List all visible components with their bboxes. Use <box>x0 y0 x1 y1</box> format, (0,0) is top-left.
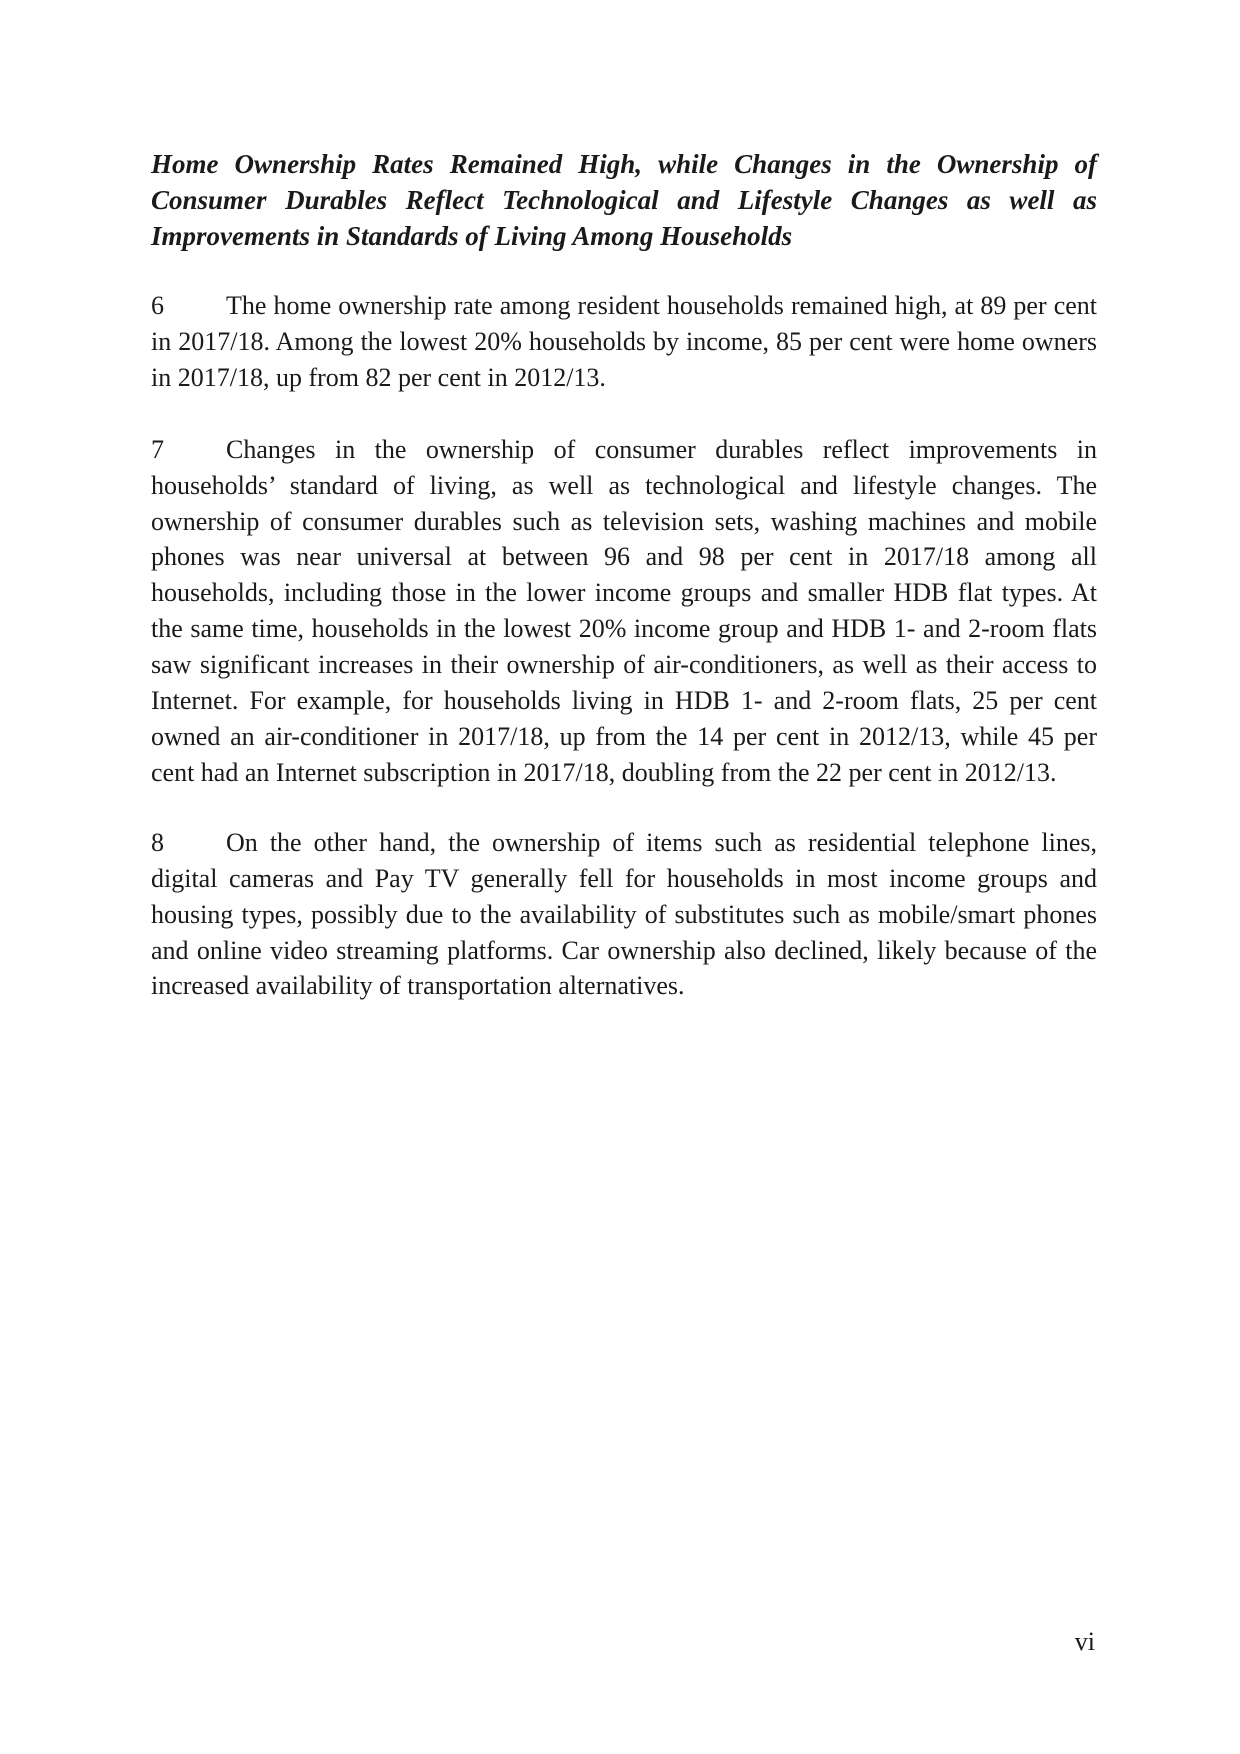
paragraph-number: 8 <box>151 827 164 857</box>
page-number: vi <box>1074 1627 1095 1656</box>
document-page <box>151 146 1097 1004</box>
paragraph-text: The home ownership rate among resident households remained high, at 89 per cent in 2017/18. Among the lowest 20% households by income, 85 per cent were home owners in 2017/18, up from 82 per cent in 2012/13. <box>151 291 1097 392</box>
paragraph-number: 6 <box>151 291 164 320</box>
paragraph-7 <box>151 432 1097 791</box>
paragraph-text: On the other hand, the ownership of items such as residential telephone lines, digital cameras and Pay TV generally fell for households in most income groups and housing types, possibly due to the availability of substitutes such as mobile/smart phones and online video streaming platforms. Car ownership also declined, likely because of the increased availability of transportation alternatives. <box>151 827 1097 1001</box>
paragraph-8 <box>151 825 1097 1005</box>
paragraph-text: Changes in the ownership of consumer durables reflect improvements in households’ standard of living, as well as technological and lifestyle changes. The ownership of consumer durables such as television sets, washing machines and mobile phones was near universal at between 96 and 98 per cent in 2017/18 among all households, including those in the lower income groups and smaller HDB flat types. At the same time, households in the lowest 20% income group and HDB 1- and 2-room flats saw significant increases in their ownership of air-conditioners, as well as their access to Internet. For example, for households living in HDB 1- and 2-room flats, 25 per cent owned an air-conditioner in 2017/18, up from the 14 per cent in 2012/13, while 45 per cent had an Internet subscription in 2017/18, doubling from the 22 per cent in 2012/13. <box>151 434 1097 787</box>
paragraph-6 <box>151 288 1097 396</box>
paragraph-number: 7 <box>151 434 164 464</box>
section-heading: Home Ownership Rates Remained High, while Changes in the Ownership of Consumer Durables Reflect Technological and Lifestyle Changes as well as Improvements in Standards of Living Among Households <box>151 149 1097 251</box>
